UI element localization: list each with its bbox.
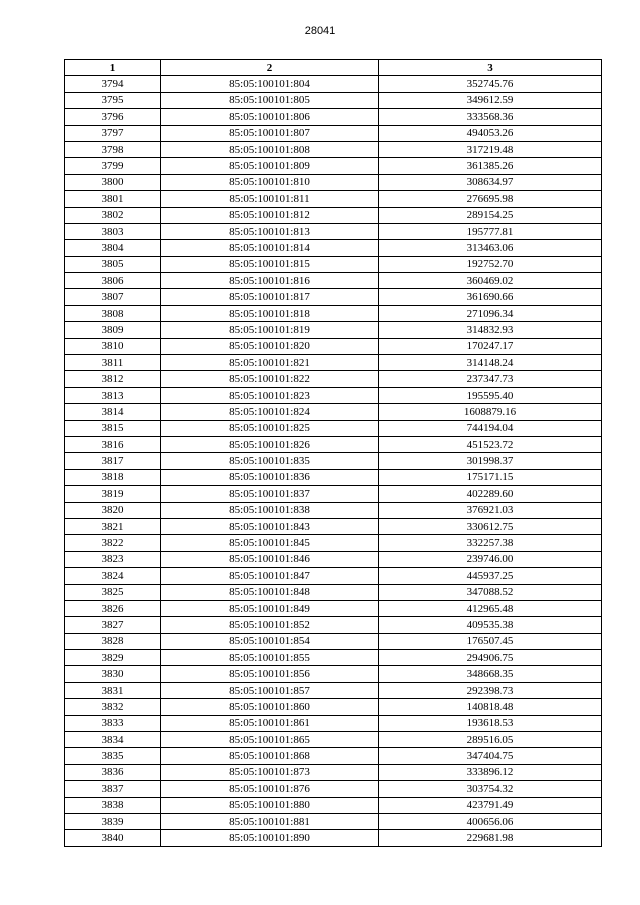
row-number-cell: 3796 xyxy=(65,109,161,125)
cadastral-value-cell: 494053.26 xyxy=(379,125,602,141)
table-row xyxy=(65,338,602,354)
row-number-cell: 3807 xyxy=(65,289,161,305)
cadastral-number-cell: 85:05:100101:835 xyxy=(161,453,379,469)
table-row xyxy=(65,355,602,371)
cadastral-number-cell: 85:05:100101:806 xyxy=(161,109,379,125)
cadastral-value-cell: 347088.52 xyxy=(379,584,602,600)
cadastral-number-cell: 85:05:100101:876 xyxy=(161,781,379,797)
cadastral-number-cell: 85:05:100101:824 xyxy=(161,404,379,420)
table-row xyxy=(65,568,602,584)
cadastral-value-cell: 332257.38 xyxy=(379,535,602,551)
table-body xyxy=(65,76,602,846)
row-number-cell: 3817 xyxy=(65,453,161,469)
row-number-cell: 3798 xyxy=(65,141,161,157)
cadastral-value-cell: 361385.26 xyxy=(379,158,602,174)
table-row xyxy=(65,109,602,125)
cadastral-value-cell: 376921.03 xyxy=(379,502,602,518)
row-number-cell: 3812 xyxy=(65,371,161,387)
row-number-cell: 3824 xyxy=(65,568,161,584)
row-number-cell: 3832 xyxy=(65,699,161,715)
row-number-cell: 3808 xyxy=(65,305,161,321)
row-number-cell: 3815 xyxy=(65,420,161,436)
row-number-cell: 3820 xyxy=(65,502,161,518)
cadastral-value-table xyxy=(64,59,602,847)
cadastral-value-cell: 294906.75 xyxy=(379,650,602,666)
cadastral-number-cell: 85:05:100101:815 xyxy=(161,256,379,272)
cadastral-value-cell: 317219.48 xyxy=(379,141,602,157)
row-number-cell: 3804 xyxy=(65,240,161,256)
cadastral-value-cell: 289516.05 xyxy=(379,732,602,748)
cadastral-value-cell: 409535.38 xyxy=(379,617,602,633)
table-row xyxy=(65,715,602,731)
cadastral-value-cell: 348668.35 xyxy=(379,666,602,682)
cadastral-number-cell: 85:05:100101:813 xyxy=(161,223,379,239)
row-number-cell: 3795 xyxy=(65,92,161,108)
row-number-cell: 3828 xyxy=(65,633,161,649)
row-number-cell: 3818 xyxy=(65,469,161,485)
row-number-cell: 3802 xyxy=(65,207,161,223)
cadastral-value-cell: 308634.97 xyxy=(379,174,602,190)
cadastral-value-cell: 445937.25 xyxy=(379,568,602,584)
cadastral-number-cell: 85:05:100101:848 xyxy=(161,584,379,600)
cadastral-number-cell: 85:05:100101:873 xyxy=(161,764,379,780)
table-row xyxy=(65,420,602,436)
cadastral-number-cell: 85:05:100101:838 xyxy=(161,502,379,518)
cadastral-number-cell: 85:05:100101:804 xyxy=(161,76,379,92)
table-row xyxy=(65,371,602,387)
cadastral-number-cell: 85:05:100101:812 xyxy=(161,207,379,223)
table-row xyxy=(65,551,602,567)
row-number-cell: 3827 xyxy=(65,617,161,633)
row-number-cell: 3837 xyxy=(65,781,161,797)
table-row xyxy=(65,732,602,748)
table-row xyxy=(65,535,602,551)
cadastral-value-cell: 175171.15 xyxy=(379,469,602,485)
table-row xyxy=(65,273,602,289)
cadastral-value-cell: 140818.48 xyxy=(379,699,602,715)
cadastral-number-cell: 85:05:100101:810 xyxy=(161,174,379,190)
cadastral-number-cell: 85:05:100101:868 xyxy=(161,748,379,764)
cadastral-number-cell: 85:05:100101:890 xyxy=(161,830,379,846)
cadastral-number-cell: 85:05:100101:845 xyxy=(161,535,379,551)
cadastral-number-cell: 85:05:100101:843 xyxy=(161,518,379,534)
cadastral-value-cell: 400656.06 xyxy=(379,813,602,829)
cadastral-value-cell: 313463.06 xyxy=(379,240,602,256)
cadastral-value-cell: 239746.00 xyxy=(379,551,602,567)
cadastral-value-cell: 301998.37 xyxy=(379,453,602,469)
cadastral-value-cell: 333896.12 xyxy=(379,764,602,780)
table-row xyxy=(65,387,602,403)
table-row xyxy=(65,633,602,649)
cadastral-number-cell: 85:05:100101:805 xyxy=(161,92,379,108)
cadastral-value-cell: 192752.70 xyxy=(379,256,602,272)
row-number-cell: 3826 xyxy=(65,600,161,616)
cadastral-value-cell: 360469.02 xyxy=(379,273,602,289)
cadastral-value-cell: 333568.36 xyxy=(379,109,602,125)
cadastral-number-cell: 85:05:100101:849 xyxy=(161,600,379,616)
cadastral-number-cell: 85:05:100101:836 xyxy=(161,469,379,485)
table-row xyxy=(65,256,602,272)
row-number-cell: 3823 xyxy=(65,551,161,567)
table-row xyxy=(65,813,602,829)
cadastral-number-cell: 85:05:100101:822 xyxy=(161,371,379,387)
cadastral-number-cell: 85:05:100101:852 xyxy=(161,617,379,633)
row-number-cell: 3821 xyxy=(65,518,161,534)
row-number-cell: 3839 xyxy=(65,813,161,829)
row-number-cell: 3809 xyxy=(65,322,161,338)
table-row xyxy=(65,584,602,600)
cadastral-number-cell: 85:05:100101:880 xyxy=(161,797,379,813)
cadastral-value-cell: 349612.59 xyxy=(379,92,602,108)
table-row xyxy=(65,92,602,108)
column-header-number: 1 xyxy=(65,60,161,76)
cadastral-number-cell: 85:05:100101:855 xyxy=(161,650,379,666)
table-row xyxy=(65,240,602,256)
row-number-cell: 3835 xyxy=(65,748,161,764)
row-number-cell: 3810 xyxy=(65,338,161,354)
cadastral-number-cell: 85:05:100101:846 xyxy=(161,551,379,567)
row-number-cell: 3803 xyxy=(65,223,161,239)
row-number-cell: 3800 xyxy=(65,174,161,190)
cadastral-value-cell: 744194.04 xyxy=(379,420,602,436)
table-row xyxy=(65,191,602,207)
cadastral-value-cell: 170247.17 xyxy=(379,338,602,354)
cadastral-number-cell: 85:05:100101:823 xyxy=(161,387,379,403)
cadastral-number-cell: 85:05:100101:814 xyxy=(161,240,379,256)
table-row xyxy=(65,305,602,321)
page-number: 28041 xyxy=(304,25,336,37)
cadastral-number-cell: 85:05:100101:817 xyxy=(161,289,379,305)
cadastral-value-cell: 195777.81 xyxy=(379,223,602,239)
cadastral-value-cell: 271096.34 xyxy=(379,305,602,321)
cadastral-value-cell: 451523.72 xyxy=(379,436,602,452)
table-row xyxy=(65,207,602,223)
row-number-cell: 3840 xyxy=(65,830,161,846)
table-row xyxy=(65,518,602,534)
cadastral-value-cell: 176507.45 xyxy=(379,633,602,649)
table-row xyxy=(65,748,602,764)
cadastral-number-cell: 85:05:100101:837 xyxy=(161,486,379,502)
table-row xyxy=(65,764,602,780)
cadastral-value-cell: 412965.48 xyxy=(379,600,602,616)
row-number-cell: 3799 xyxy=(65,158,161,174)
cadastral-number-cell: 85:05:100101:854 xyxy=(161,633,379,649)
row-number-cell: 3822 xyxy=(65,535,161,551)
table-row xyxy=(65,141,602,157)
row-number-cell: 3814 xyxy=(65,404,161,420)
table-row xyxy=(65,223,602,239)
cadastral-value-cell: 237347.73 xyxy=(379,371,602,387)
table-row xyxy=(65,76,602,92)
cadastral-number-cell: 85:05:100101:825 xyxy=(161,420,379,436)
table-row xyxy=(65,404,602,420)
cadastral-number-cell: 85:05:100101:857 xyxy=(161,682,379,698)
cadastral-number-cell: 85:05:100101:819 xyxy=(161,322,379,338)
row-number-cell: 3825 xyxy=(65,584,161,600)
table-row xyxy=(65,650,602,666)
column-header-value: 3 xyxy=(379,60,602,76)
cadastral-number-cell: 85:05:100101:826 xyxy=(161,436,379,452)
cadastral-value-cell: 193618.53 xyxy=(379,715,602,731)
cadastral-value-cell: 303754.32 xyxy=(379,781,602,797)
row-number-cell: 3816 xyxy=(65,436,161,452)
cadastral-number-cell: 85:05:100101:818 xyxy=(161,305,379,321)
table-row xyxy=(65,502,602,518)
cadastral-value-cell: 352745.76 xyxy=(379,76,602,92)
column-header-cadastral-number: 2 xyxy=(161,60,379,76)
table-row xyxy=(65,486,602,502)
table-row xyxy=(65,125,602,141)
row-number-cell: 3806 xyxy=(65,273,161,289)
table-row xyxy=(65,699,602,715)
row-number-cell: 3834 xyxy=(65,732,161,748)
cadastral-number-cell: 85:05:100101:865 xyxy=(161,732,379,748)
cadastral-value-cell: 289154.25 xyxy=(379,207,602,223)
row-number-cell: 3833 xyxy=(65,715,161,731)
row-number-cell: 3805 xyxy=(65,256,161,272)
table-row xyxy=(65,158,602,174)
cadastral-number-cell: 85:05:100101:860 xyxy=(161,699,379,715)
table-row xyxy=(65,617,602,633)
row-number-cell: 3830 xyxy=(65,666,161,682)
cadastral-number-cell: 85:05:100101:821 xyxy=(161,355,379,371)
cadastral-number-cell: 85:05:100101:809 xyxy=(161,158,379,174)
cadastral-number-cell: 85:05:100101:816 xyxy=(161,273,379,289)
cadastral-number-cell: 85:05:100101:807 xyxy=(161,125,379,141)
table-row xyxy=(65,322,602,338)
row-number-cell: 3794 xyxy=(65,76,161,92)
cadastral-value-cell: 292398.73 xyxy=(379,682,602,698)
row-number-cell: 3836 xyxy=(65,764,161,780)
row-number-cell: 3829 xyxy=(65,650,161,666)
row-number-cell: 3813 xyxy=(65,387,161,403)
row-number-cell: 3797 xyxy=(65,125,161,141)
cadastral-number-cell: 85:05:100101:847 xyxy=(161,568,379,584)
table-row xyxy=(65,436,602,452)
table-row xyxy=(65,453,602,469)
table-row xyxy=(65,289,602,305)
cadastral-number-cell: 85:05:100101:861 xyxy=(161,715,379,731)
cadastral-value-cell: 402289.60 xyxy=(379,486,602,502)
cadastral-value-cell: 1608879.16 xyxy=(379,404,602,420)
table-row xyxy=(65,797,602,813)
row-number-cell: 3831 xyxy=(65,682,161,698)
cadastral-number-cell: 85:05:100101:820 xyxy=(161,338,379,354)
cadastral-value-cell: 314148.24 xyxy=(379,355,602,371)
cadastral-value-cell: 229681.98 xyxy=(379,830,602,846)
cadastral-value-cell: 330612.75 xyxy=(379,518,602,534)
cadastral-value-cell: 361690.66 xyxy=(379,289,602,305)
cadastral-value-cell: 314832.93 xyxy=(379,322,602,338)
cadastral-number-cell: 85:05:100101:811 xyxy=(161,191,379,207)
row-number-cell: 3838 xyxy=(65,797,161,813)
table-row xyxy=(65,600,602,616)
table-header-row xyxy=(65,60,602,76)
row-number-cell: 3819 xyxy=(65,486,161,502)
cadastral-value-cell: 423791.49 xyxy=(379,797,602,813)
cadastral-value-cell: 347404.75 xyxy=(379,748,602,764)
cadastral-value-cell: 276695.98 xyxy=(379,191,602,207)
cadastral-number-cell: 85:05:100101:881 xyxy=(161,813,379,829)
table-row xyxy=(65,469,602,485)
table-row xyxy=(65,781,602,797)
row-number-cell: 3811 xyxy=(65,355,161,371)
table-row xyxy=(65,666,602,682)
cadastral-value-cell: 195595.40 xyxy=(379,387,602,403)
table-row xyxy=(65,682,602,698)
cadastral-number-cell: 85:05:100101:808 xyxy=(161,141,379,157)
table-row xyxy=(65,174,602,190)
cadastral-number-cell: 85:05:100101:856 xyxy=(161,666,379,682)
row-number-cell: 3801 xyxy=(65,191,161,207)
table-row xyxy=(65,830,602,846)
